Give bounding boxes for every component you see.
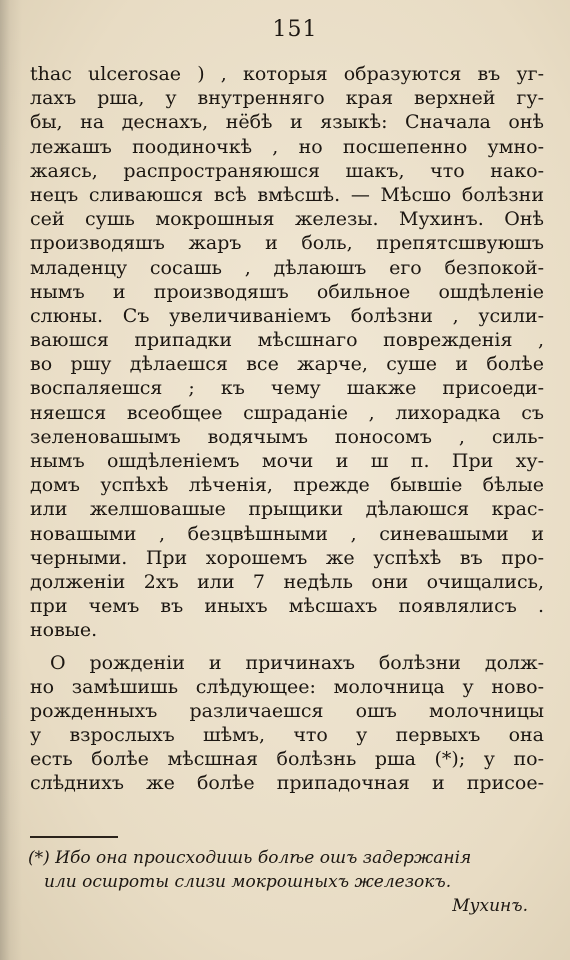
text-line: сей сушь мокрошныя железы. Мухинъ. Онѣ — [30, 208, 544, 231]
footnote — [28, 846, 528, 918]
paragraph-2 — [30, 651, 544, 796]
text-line: младенцу сосашь , дѣлаюшъ его безпокой- — [30, 256, 544, 279]
text-line: ваюшся припадки мѣсшнаго поврежденія , — [30, 329, 544, 352]
footnote-divider — [30, 836, 118, 838]
text-line: нецъ сливаюшся всѣ вмѣсшѣ. — Мѣсшо болѣзни — [30, 183, 544, 206]
text-line: воспаляешся ; къ чему шакже присоеди- — [30, 377, 544, 400]
text-line: новые. — [30, 619, 98, 642]
text-line: бы, на деснахъ, нёбѣ и языкѣ: Сначала онѣ — [30, 111, 544, 134]
text-line: у взрослыхъ шѣмъ, что у первыхъ она — [30, 724, 544, 747]
paragraph-1 — [30, 62, 544, 643]
page-number: 151 — [272, 17, 318, 42]
footnote-line: (*) Ибо она происходишь болѣе ошъ задержанія — [28, 848, 472, 868]
body-text — [30, 62, 544, 796]
text-line: лахъ рша, у внутренняго края верхней гу- — [30, 87, 544, 110]
footnote-signature: Мухинъ. — [452, 896, 528, 916]
text-line: лежашъ поодиночкѣ , но посшепенно умно- — [30, 135, 544, 158]
text-line: жаясь, распространяюшся шакъ, что нако- — [30, 159, 544, 182]
text-line: но замѣшишь слѣдующее: молочница у ново- — [30, 675, 544, 698]
text-line: долженіи 2хъ или 7 недѣль они очищались, — [30, 570, 544, 593]
text-line: производяшъ жаръ и боль, препятсшвуюшъ — [30, 232, 544, 255]
text-line: рожденныхъ различаешся ошъ молочницы — [30, 699, 544, 722]
text-line: нымъ ошдѣленіемъ мочи и ш п. При ху- — [30, 450, 544, 472]
text-line: зеленовашымъ водячымъ поносомъ , силь- — [30, 425, 544, 448]
text-line: или желшовашые прыщики дѣлаюшся крас- — [30, 498, 544, 521]
footnote-line: или осшроты слизи мокрошныхъ железокъ. — [44, 872, 452, 892]
text-line: слѣднихъ же болѣе припадочная и присое- — [30, 772, 544, 795]
text-line: во ршу дѣлаешся все жарче, суше и болѣе — [30, 353, 544, 376]
text-line: домъ успѣхѣ лѣченія, прежде бывшіе бѣлые — [30, 474, 544, 497]
text-line: новашыми , безцвѣшными , синевашыми и — [30, 522, 544, 545]
text-line: О рожденіи и причинахъ болѣзни долж- — [50, 651, 544, 674]
text-line: есть болѣе мѣсшная болѣзнь ршa (*); у по- — [30, 748, 544, 771]
text-line: при чемъ въ иныхъ мѣсшахъ появлялисъ . — [30, 595, 544, 618]
text-line: thac ulcerosae ) , которыя образуются въ уг- — [30, 63, 544, 85]
text-line: слюны. Съ увеличиваніемъ болѣзни , усили- — [30, 304, 544, 327]
paragraph-gap — [30, 643, 544, 651]
text-line: нымъ и производяшъ обильное ошдѣленіе — [30, 280, 544, 303]
text-line: черными. При хорошемъ же успѣхѣ въ про- — [30, 546, 544, 569]
text-line: няешся всеобщее сшраданіе , лихорадка съ — [30, 401, 544, 424]
